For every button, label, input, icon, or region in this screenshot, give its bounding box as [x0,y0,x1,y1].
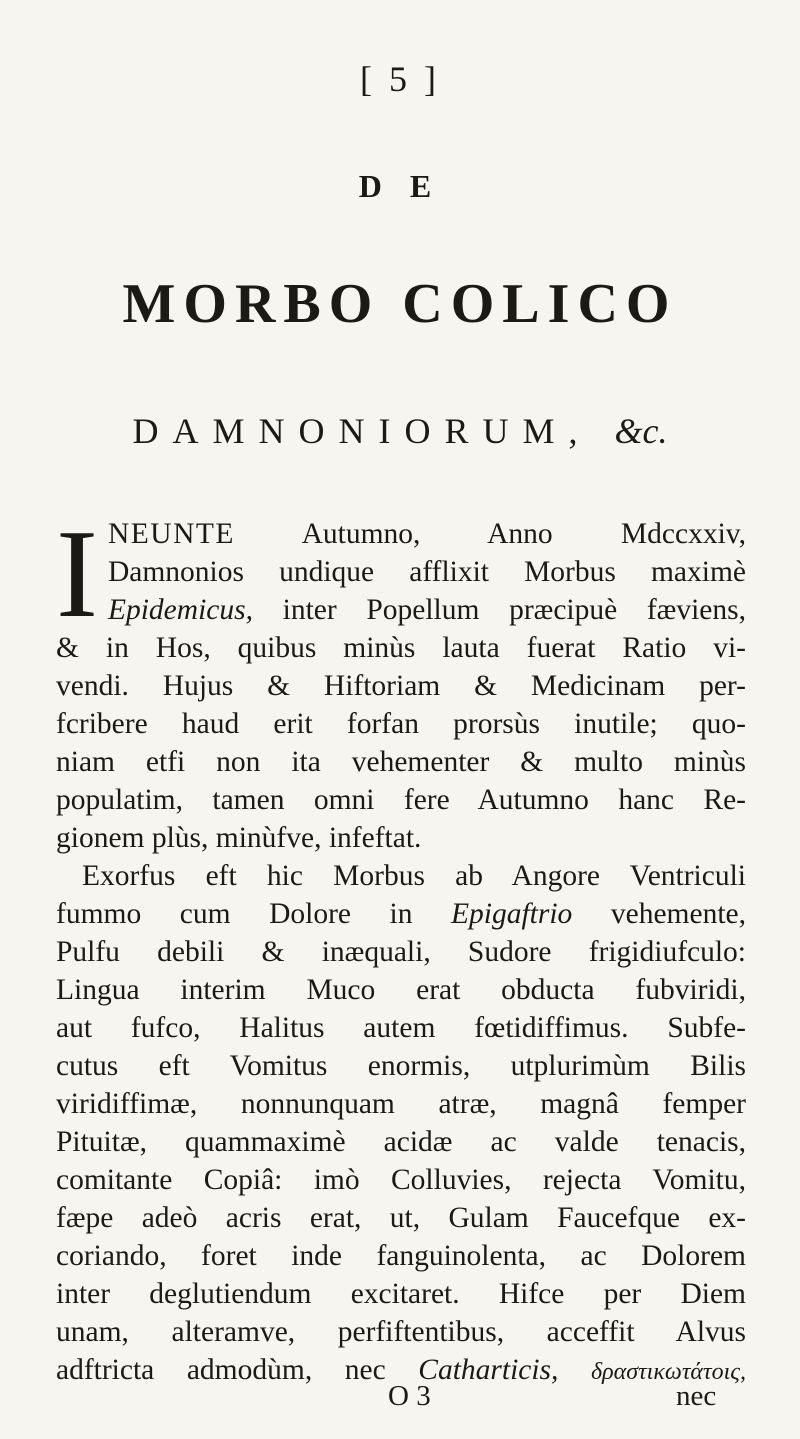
body-text [56,505,746,1389]
text-line: cutus eft Vomitus enormis, utplurimùm Bilis [56,1050,746,1082]
text-line: gionem plùs, minùfve, infeftat. [56,822,422,854]
text-line: Pulfu debili & inæquali, Sudore frigidiufculo: [56,936,746,968]
heading-de: D E [358,168,442,204]
text-line: inter deglutiendum excitaret. Hifce per Diem [56,1278,746,1310]
text-line: Exorfus eft hic Morbus ab Angore Ventriculi [82,860,746,892]
text-line: fæpe adeò acris erat, ut, Gulam Faucefque ex- [56,1202,746,1234]
drop-cap: I [56,505,98,644]
text-line: viridiffimæ, nonnunquam atræ, magnâ femper [56,1088,746,1120]
subtitle-etc: &c. [614,411,668,451]
text-line [56,515,746,553]
opening-caps: NEUNTE [107,518,235,550]
text-line: fcribere haud erit forfan prorsùs inutile; quo- [56,708,746,740]
text-line: aut fufco, Halitus autem fœtidiffimus. Subfe- [56,1012,746,1044]
text-line: niam etfi non ita vehementer & multo minùs [56,746,746,778]
catchword: nec [676,1380,717,1412]
paragraph-1 [56,505,746,857]
text-span: fummo cum Dolore in [56,898,452,930]
signature-mark: O 3 [388,1380,431,1412]
greek-word: δραστικωτάτοις, [590,1359,746,1385]
page-footer [0,1380,800,1420]
subtitle-text: DAMNONIORUM, [132,411,592,451]
text-line: unam, alteramve, perfiftentibus, acceffit Alvus [56,1316,746,1348]
text-line: Damnonios undique afflixit Morbus maximè [107,556,746,588]
text-line: coriando, foret inde fanguinolenta, ac Dolorem [56,1240,746,1272]
text-line [56,591,746,629]
italic-word: Catharticis, [418,1354,559,1386]
text-line [56,895,746,933]
text-line: vendi. Hujus & Hiftoriam & Medicinam per- [56,670,746,702]
page-number: [ 5 ] [360,59,440,99]
text-span: vehemente, [572,898,746,930]
subtitle [0,410,800,452]
paragraph-2 [56,857,746,1389]
text-line: Lingua interim Muco erat obducta fubviridi, [56,974,746,1006]
text-line: Pituitæ, quammaximè acidæ ac valde tenacis, [56,1126,746,1158]
page-title: MORBO COLICO [122,273,678,335]
italic-word: Epidemicus, [107,594,253,626]
text-span: inter Popellum præcipuè fæviens, [252,594,746,626]
italic-word: Epigaftrio [451,898,573,930]
text-line: comitante Copiâ: imò Colluvies, rejecta Vomitu, [56,1164,746,1196]
text-line: populatim, tamen omni fere Autumno hanc Re- [56,784,746,816]
text-span: adftricta admodùm, nec [56,1354,419,1386]
text-line: & in Hos, quibus minùs lauta fuerat Ratio vi- [56,632,746,664]
text-span: Autumno, Anno Mdccxxiv, [234,518,746,550]
